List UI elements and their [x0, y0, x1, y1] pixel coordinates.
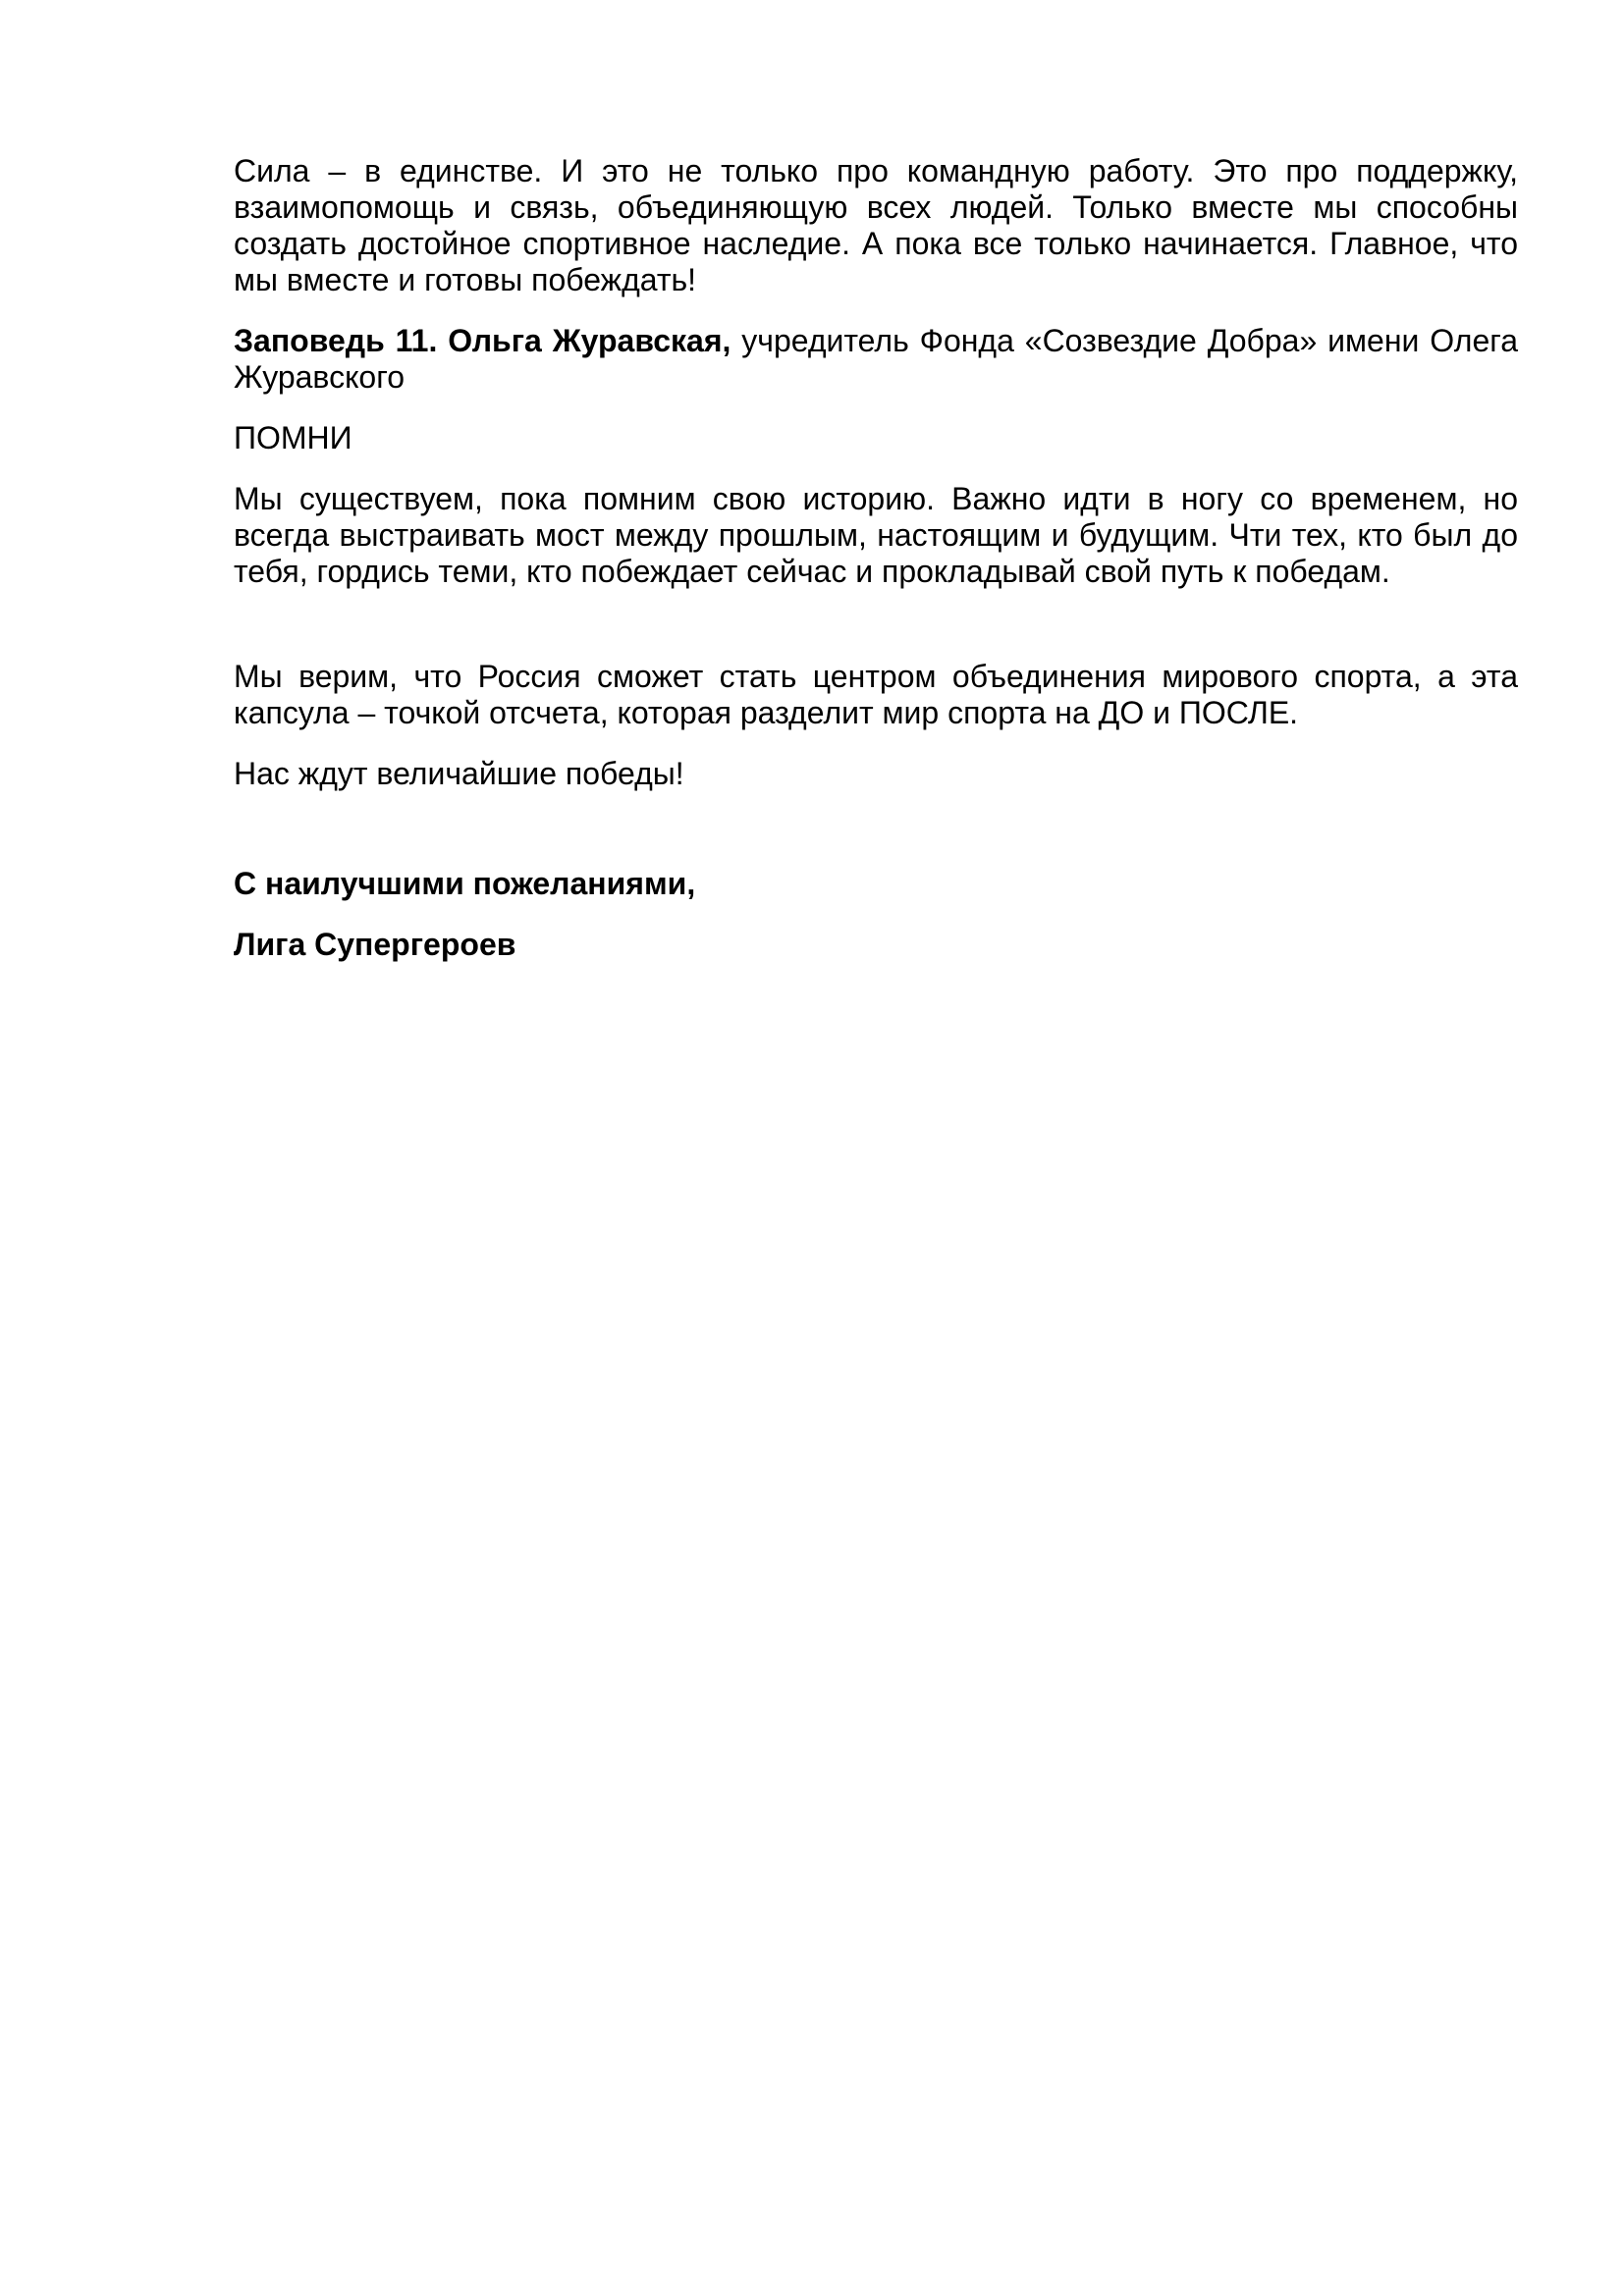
signature-signer: Лига Супергероев	[234, 927, 516, 962]
commandment-body: Мы существуем, пока помним свою историю. Важно идти в ногу со временем, но всегда выстраивать мост между прошлым, настоящим и будущим. Чти тех, кто был до тебя, гордись теми, кто побеждает сейчас и прокладывай свой путь к победам.	[234, 481, 1518, 589]
intro-paragraph: Сила – в единстве. И это не только про командную работу. Это про поддержку, взаимопомощь и связь, объединяющую всех людей. Только вместе мы способны создать достойное спортивное наследие. А пока все только начинается. Главное, что мы вместе и готовы побеждать!	[234, 153, 1518, 297]
closing-line: Нас ждут величайшие победы!	[234, 756, 684, 791]
commandment-title-rest: учредитель Фонда «Созвездие Добра» имени Олега Журавского	[234, 323, 1519, 395]
document-body	[234, 153, 1518, 988]
commandment-title-bold: Заповедь 11. Ольга Журавская,	[234, 323, 731, 358]
commandment-heading	[234, 323, 1518, 396]
closing-paragraph: Мы верим, что Россия сможет стать центром объединения мирового спорта, а эта капсула – точкой отсчета, которая разделит мир спорта на ДО и ПОСЛЕ.	[234, 659, 1518, 730]
signature-greeting: С наилучшими пожеланиями,	[234, 866, 696, 901]
commandment-keyword: ПОМНИ	[234, 420, 352, 455]
